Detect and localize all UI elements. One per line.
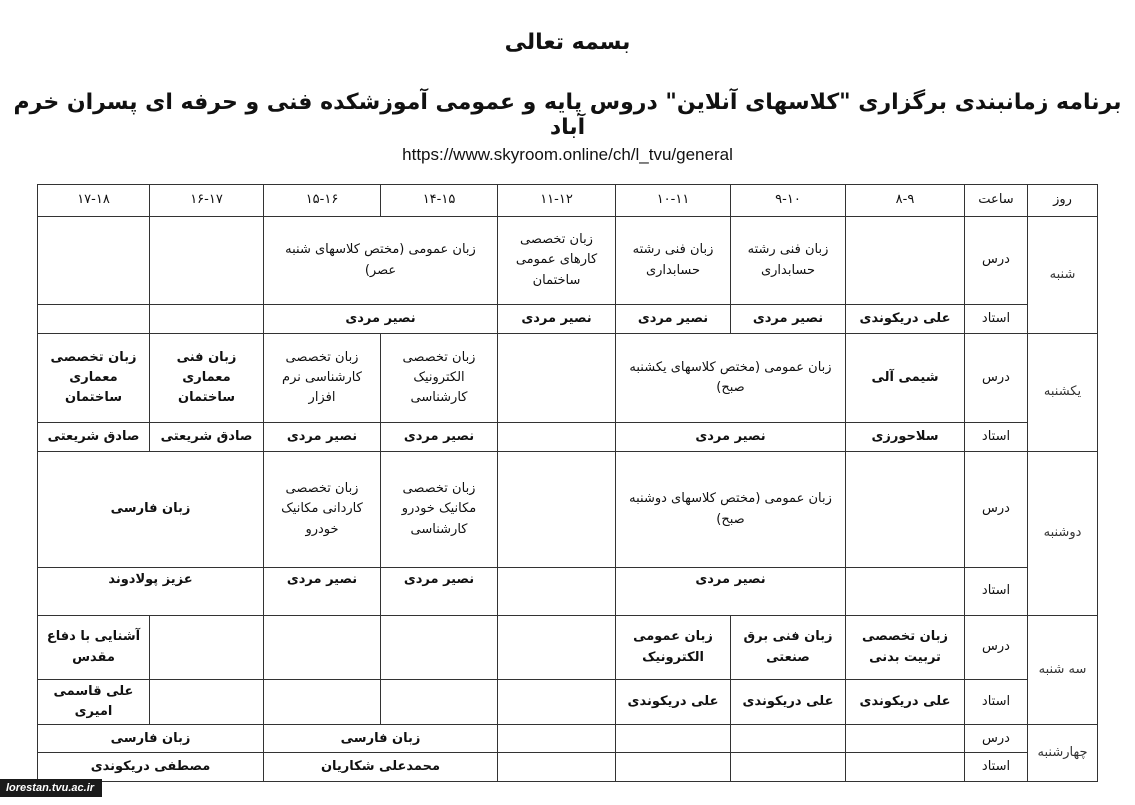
teacher-cell: صادق شریعتی [150,423,264,452]
cell-empty [498,616,616,680]
cell-empty [498,334,616,423]
label-lesson: درس [965,452,1028,568]
header-day: روز [1028,185,1098,217]
day-monday: دوشنبه [1028,452,1098,616]
cell-empty [150,217,264,305]
cell-empty [498,753,616,782]
cell-empty [846,452,965,568]
teacher-cell: علی قاسمی امیری [38,680,150,725]
lesson-cell: زبان فارسی [264,725,498,753]
teacher-cell: نصیر مردی [616,423,846,452]
header-slot-17-18: ۱۷-۱۸ [38,185,150,217]
label-lesson: درس [965,616,1028,680]
cell-empty [381,680,498,725]
teacher-cell: نصیر مردی [381,423,498,452]
cell-empty [498,680,616,725]
lesson-cell: زبان فنی رشته حسابداری [731,217,846,305]
cell-empty [150,680,264,725]
day-tuesday: سه شنبه [1028,616,1098,725]
lesson-cell: زبان فنی معماری ساختمان [150,334,264,423]
table-row [38,334,1098,423]
table-row [38,616,1098,680]
cell-empty [846,725,965,753]
teacher-cell: نصیر مردی [264,305,498,334]
page-title: برنامه زمانبندی برگزاری "کلاسهای آنلاین" دروس پایه و عمومی آموزشکده فنی و حرفه ای پسران خرم آباد [13,90,1122,140]
label-teacher: استاد [965,753,1028,782]
header-hour: ساعت [965,185,1028,217]
table-row [38,725,1098,753]
cell-empty [150,616,264,680]
teacher-cell: نصیر مردی [264,568,381,616]
header-slot-11-12: ۱۱-۱۲ [498,185,616,217]
header-bismillah: بسمه تعالی [504,30,631,55]
lesson-cell: زبان تخصصی الکترونیک کارشناسی [381,334,498,423]
lesson-cell: زبان تخصصی کارشناسی نرم افزار [264,334,381,423]
label-teacher: استاد [965,423,1028,452]
cell-empty [616,725,731,753]
lesson-cell: زبان فارسی [38,725,264,753]
header-slot-14-15: ۱۴-۱۵ [381,185,498,217]
lesson-cell: زبان تخصصی مکانیک خودرو کارشناسی [381,452,498,568]
lesson-cell: زبان فنی برق صنعتی [731,616,846,680]
teacher-cell: نصیر مردی [264,423,381,452]
table-row [38,423,1098,452]
cell-empty [498,568,616,616]
lesson-cell: آشنایی با دفاع مقدس [38,616,150,680]
label-teacher: استاد [965,568,1028,616]
teacher-cell: نصیر مردی [731,305,846,334]
teacher-cell: علی دریکوندی [846,680,965,725]
table-row [38,680,1098,725]
table-row [38,753,1098,782]
lesson-cell: زبان تخصصی کاردانی مکانیک خودرو [264,452,381,568]
header-slot-9-10: ۹-۱۰ [731,185,846,217]
table-row [38,568,1098,616]
teacher-cell: علی دریکوندی [731,680,846,725]
label-lesson: درس [965,334,1028,423]
schedule-table [37,184,1098,782]
cell-empty [498,423,616,452]
teacher-cell: نصیر مردی [616,305,731,334]
site-brand[interactable]: lorestan.tvu.ac.ir [0,779,102,797]
lesson-cell: زبان تخصصی معماری ساختمان [38,334,150,423]
cell-empty [731,753,846,782]
label-lesson: درس [965,217,1028,305]
cell-empty [846,753,965,782]
header-slot-15-16: ۱۵-۱۶ [264,185,381,217]
cell-empty [150,305,264,334]
lesson-cell: زبان فنی رشته حسابداری [616,217,731,305]
header-slot-10-11: ۱۰-۱۱ [616,185,731,217]
cell-empty [616,753,731,782]
cell-empty [38,305,150,334]
cell-empty [846,568,965,616]
cell-empty [498,725,616,753]
lesson-cell: زبان عمومی الکترونیک [616,616,731,680]
header-slot-8-9: ۸-۹ [846,185,965,217]
label-teacher: استاد [965,305,1028,334]
lesson-cell: زبان فارسی [38,452,264,568]
header-slot-16-17: ۱۶-۱۷ [150,185,264,217]
table-row [38,305,1098,334]
lesson-cell: شیمی آلی [846,334,965,423]
teacher-cell: نصیر مردی [381,568,498,616]
table-row [38,452,1098,568]
teacher-cell: محمدعلی شکاریان [264,753,498,782]
cell-empty [846,217,965,305]
cell-empty [264,680,381,725]
teacher-cell: سلاحورزی [846,423,965,452]
lesson-cell: زبان عمومی (مختص کلاسهای دوشنبه صبح) [616,452,846,568]
label-teacher: استاد [965,680,1028,725]
cell-empty [381,616,498,680]
day-saturday: شنبه [1028,217,1098,334]
teacher-cell: صادق شریعتی [38,423,150,452]
lesson-cell: زبان عمومی (مختص کلاسهای یکشنبه صبح) [616,334,846,423]
cell-empty [38,217,150,305]
teacher-cell: علی دریکوندی [846,305,965,334]
lesson-cell: زبان عمومی (مختص کلاسهای شنبه عصر) [264,217,498,305]
cell-empty [731,725,846,753]
skyroom-link[interactable]: https://www.skyroom.online/ch/l_tvu/general [402,145,733,164]
teacher-cell: نصیر مردی [498,305,616,334]
teacher-cell: علی دریکوندی [616,680,731,725]
day-sunday: یکشنبه [1028,334,1098,452]
teacher-cell: عزیز پولادوند [38,568,264,616]
table-row [38,217,1098,305]
label-lesson: درس [965,725,1028,753]
cell-empty [264,616,381,680]
cell-empty [498,452,616,568]
table-header-row [38,185,1098,217]
teacher-cell: نصیر مردی [616,568,846,616]
day-wednesday: چهارشنبه [1028,725,1098,782]
teacher-cell: مصطفی دریکوندی [38,753,264,782]
lesson-cell: زبان تخصصی کارهای عمومی ساختمان [498,217,616,305]
lesson-cell: زبان تخصصی تربیت بدنی [846,616,965,680]
